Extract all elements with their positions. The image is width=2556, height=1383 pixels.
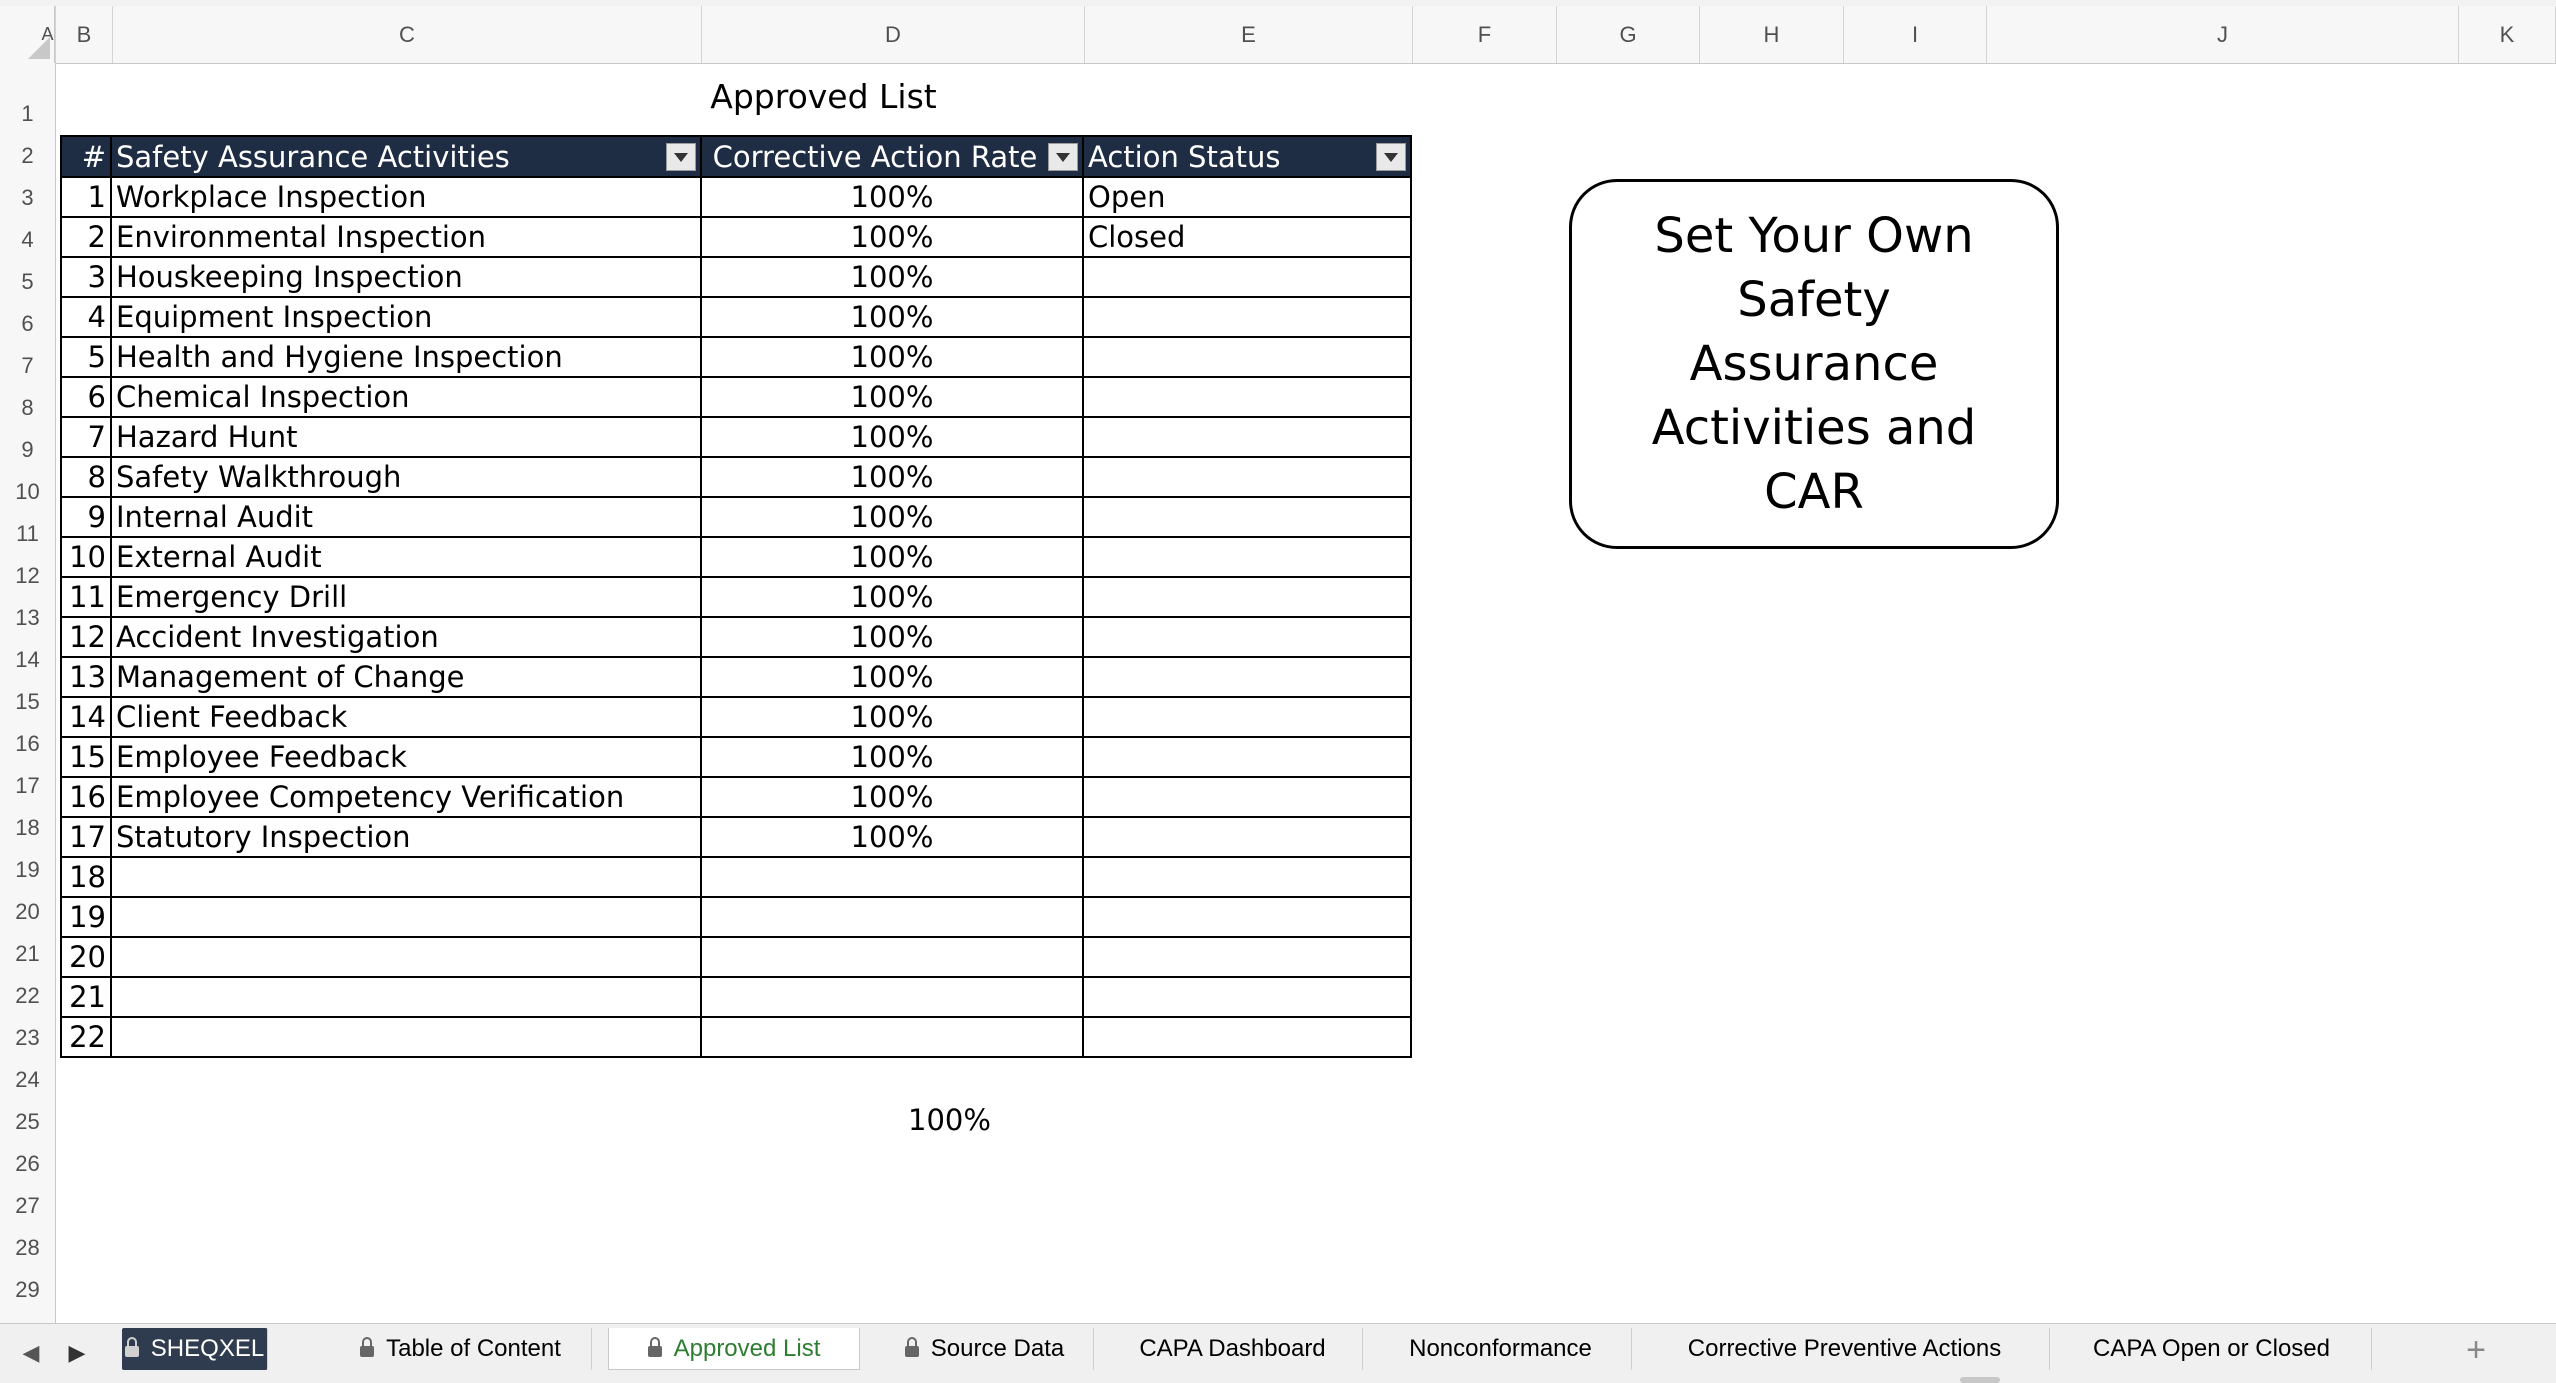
rate-cell[interactable]: 100%	[701, 337, 1083, 377]
row-number-cell[interactable]: 14	[61, 697, 111, 737]
callout-box	[1569, 179, 2059, 549]
row-header-3[interactable]: 3	[21, 185, 34, 210]
rate-cell[interactable]: 100%	[701, 257, 1083, 297]
status-cell[interactable]	[1083, 497, 1411, 537]
rate-cell[interactable]: 100%	[701, 497, 1083, 537]
lock-icon	[360, 1346, 374, 1357]
activity-cell[interactable]: Health and Hygiene Inspection	[111, 337, 701, 377]
status-cell[interactable]	[1083, 857, 1411, 897]
tab-corrective-preventive-actions[interactable]	[1640, 1328, 2050, 1370]
row-number-cell[interactable]: 11	[61, 577, 111, 617]
tab-label: Corrective Preventive Actions	[1687, 1335, 2002, 1362]
row-number-cell[interactable]: 13	[61, 657, 111, 697]
rate-cell[interactable]: 100%	[701, 657, 1083, 697]
table-row	[61, 697, 1411, 737]
status-cell[interactable]	[1083, 777, 1411, 817]
status-cell[interactable]	[1083, 1017, 1411, 1057]
table-row	[61, 177, 1411, 217]
status-cell[interactable]	[1083, 977, 1411, 1017]
activity-cell[interactable]: Employee Competency Verification	[111, 777, 701, 817]
filter-dropdown-icon[interactable]	[666, 143, 696, 171]
approved-list-table	[60, 135, 1412, 1058]
tab-label: CAPA Dashboard	[1139, 1335, 1326, 1362]
status-cell[interactable]	[1083, 617, 1411, 657]
table-row	[61, 377, 1411, 417]
table-row	[61, 497, 1411, 537]
tab-label: Source Data	[930, 1335, 1065, 1362]
activity-cell[interactable]: Management of Change	[111, 657, 701, 697]
table-row	[61, 217, 1411, 257]
row-header-28[interactable]: 28	[15, 1235, 40, 1260]
header-activity[interactable]	[111, 136, 701, 177]
status-cell[interactable]	[1083, 297, 1411, 337]
status-cell[interactable]	[1083, 457, 1411, 497]
row-number-cell[interactable]: 1	[61, 177, 111, 217]
row-number-cell[interactable]: 17	[61, 817, 111, 857]
row-header-1[interactable]: 1	[21, 101, 34, 126]
row-header-10[interactable]: 10	[15, 479, 40, 504]
activity-cell[interactable]: Emergency Drill	[111, 577, 701, 617]
activity-cell[interactable]	[111, 977, 701, 1017]
tab-label: Approved List	[673, 1335, 821, 1362]
tab-sheqxel[interactable]	[122, 1328, 268, 1370]
activity-cell[interactable]: Hazard Hunt	[111, 417, 701, 457]
row-number-cell[interactable]: 18	[61, 857, 111, 897]
table-row	[61, 777, 1411, 817]
activity-cell[interactable]	[111, 857, 701, 897]
filter-dropdown-icon[interactable]	[1376, 143, 1406, 171]
activity-cell[interactable]: Houskeeping Inspection	[111, 257, 701, 297]
column-header-a[interactable]: A	[0, 6, 56, 63]
column-header-h[interactable]: H	[1700, 6, 1844, 63]
column-header-i[interactable]: I	[1844, 6, 1987, 63]
lock-icon	[905, 1346, 919, 1357]
row-header-18[interactable]: 18	[15, 815, 40, 840]
row-number-cell[interactable]: 3	[61, 257, 111, 297]
row-header-24[interactable]: 24	[15, 1067, 40, 1092]
row-header-2[interactable]: 2	[21, 143, 34, 168]
rate-cell[interactable]	[701, 977, 1083, 1017]
horizontal-scrollbar[interactable]	[1960, 1377, 2000, 1383]
row-number-cell[interactable]: 2	[61, 217, 111, 257]
column-header-g[interactable]: G	[1557, 6, 1700, 63]
table-row	[61, 977, 1411, 1017]
tab-scroll-right-icon[interactable]: ▶	[68, 1340, 86, 1365]
activity-cell[interactable]	[111, 937, 701, 977]
row-number-cell[interactable]: 20	[61, 937, 111, 977]
table-row	[61, 577, 1411, 617]
table-row	[61, 417, 1411, 457]
tab-label: CAPA Open or Closed	[2092, 1335, 2330, 1362]
header-activity-label: Safety Assurance Activities	[116, 139, 510, 174]
row-number-cell[interactable]: 21	[61, 977, 111, 1017]
column-header-e[interactable]: E	[1085, 6, 1413, 63]
row-header-7[interactable]: 7	[21, 353, 34, 378]
table-row	[61, 457, 1411, 497]
status-cell[interactable]	[1083, 377, 1411, 417]
table-row	[61, 257, 1411, 297]
row-header-5[interactable]: 5	[21, 269, 34, 294]
rate-cell[interactable]	[701, 857, 1083, 897]
status-cell[interactable]: Closed	[1083, 217, 1411, 257]
rate-cell[interactable]	[701, 1017, 1083, 1057]
rate-cell[interactable]	[701, 937, 1083, 977]
row-number-cell[interactable]: 15	[61, 737, 111, 777]
header-status[interactable]	[1083, 136, 1411, 177]
status-cell[interactable]	[1083, 737, 1411, 777]
row-header-11[interactable]: 11	[16, 521, 39, 546]
worksheet-grid[interactable]	[56, 63, 2556, 1323]
row-header-26[interactable]: 26	[15, 1151, 40, 1176]
row-number-cell[interactable]: 19	[61, 897, 111, 937]
header-num-label: #	[81, 139, 106, 174]
status-cell[interactable]	[1083, 417, 1411, 457]
header-rate-label: Corrective Action Rate	[712, 139, 1038, 174]
tab-label: Nonconformance	[1409, 1335, 1592, 1362]
rate-cell[interactable]	[701, 897, 1083, 937]
row-number-cell[interactable]: 8	[61, 457, 111, 497]
total-rate: 100%	[908, 1103, 991, 1137]
status-cell[interactable]	[1083, 937, 1411, 977]
lock-icon	[125, 1346, 139, 1357]
status-cell[interactable]	[1083, 897, 1411, 937]
status-cell[interactable]	[1083, 257, 1411, 297]
row-header-23[interactable]: 23	[15, 1025, 40, 1050]
row-header-15[interactable]: 15	[15, 689, 40, 714]
activity-cell[interactable]	[111, 1017, 701, 1057]
row-header-14[interactable]: 14	[15, 647, 40, 672]
status-cell[interactable]	[1083, 337, 1411, 377]
row-number-cell[interactable]: 5	[61, 337, 111, 377]
tab-source-data[interactable]	[876, 1328, 1094, 1370]
column-header-bar	[0, 6, 2556, 64]
row-header-6[interactable]: 6	[21, 311, 34, 336]
activity-cell[interactable]: Internal Audit	[111, 497, 701, 537]
rate-cell[interactable]: 100%	[701, 777, 1083, 817]
table-row	[61, 537, 1411, 577]
table-row	[61, 297, 1411, 337]
table-row	[61, 857, 1411, 897]
rate-cell[interactable]: 100%	[701, 297, 1083, 337]
sheet-title: Approved List	[710, 77, 937, 116]
table-row	[61, 657, 1411, 697]
status-cell[interactable]	[1083, 537, 1411, 577]
row-header-19[interactable]: 19	[15, 857, 40, 882]
filter-dropdown-icon[interactable]	[1048, 143, 1078, 171]
tab-table-of-content[interactable]	[330, 1328, 592, 1370]
rate-cell[interactable]: 100%	[701, 697, 1083, 737]
activity-cell[interactable]: Environmental Inspection	[111, 217, 701, 257]
column-header-j[interactable]: J	[1987, 6, 2459, 63]
table-row	[61, 617, 1411, 657]
row-header-12[interactable]: 12	[15, 563, 40, 588]
row-number-cell[interactable]: 6	[61, 377, 111, 417]
row-header-21[interactable]: 21	[15, 941, 40, 966]
row-header-16[interactable]: 16	[15, 731, 40, 756]
table-row	[61, 337, 1411, 377]
activity-cell[interactable]: Safety Walkthrough	[111, 457, 701, 497]
column-header-f[interactable]: F	[1413, 6, 1557, 63]
tab-label: SHEQXEL	[150, 1335, 265, 1362]
table-row	[61, 817, 1411, 857]
rate-cell[interactable]: 100%	[701, 217, 1083, 257]
sheet-tab-bar	[0, 1323, 2556, 1383]
row-number-cell[interactable]: 9	[61, 497, 111, 537]
table-row	[61, 937, 1411, 977]
rate-cell[interactable]: 100%	[701, 457, 1083, 497]
column-header-k[interactable]: K	[2459, 6, 2556, 63]
activity-cell[interactable]: Chemical Inspection	[111, 377, 701, 417]
status-cell[interactable]: Open	[1083, 177, 1411, 217]
row-number-cell[interactable]: 22	[61, 1017, 111, 1057]
row-header-8[interactable]: 8	[21, 395, 34, 420]
activity-cell[interactable]: Employee Feedback	[111, 737, 701, 777]
tab-label: Table of Content	[386, 1335, 561, 1362]
rate-cell[interactable]: 100%	[701, 377, 1083, 417]
row-header-29[interactable]: 29	[15, 1277, 40, 1302]
tab-approved-list[interactable]	[608, 1328, 860, 1370]
row-header-17[interactable]: 17	[15, 773, 40, 798]
activity-cell[interactable]: Workplace Inspection	[111, 177, 701, 217]
column-header-c[interactable]: C	[113, 6, 702, 63]
rate-cell[interactable]: 100%	[701, 577, 1083, 617]
activity-cell[interactable]: External Audit	[111, 537, 701, 577]
row-header-bar	[0, 63, 56, 1323]
row-number-cell[interactable]: 7	[61, 417, 111, 457]
row-header-22[interactable]: 22	[15, 983, 40, 1008]
tab-nonconformance[interactable]	[1370, 1328, 1632, 1370]
activity-cell[interactable]: Client Feedback	[111, 697, 701, 737]
table-row	[61, 1017, 1411, 1057]
table-row	[61, 897, 1411, 937]
rate-cell[interactable]: 100%	[701, 817, 1083, 857]
tab-capa-open-or-closed[interactable]	[2052, 1328, 2372, 1370]
add-sheet-button[interactable]: +	[2466, 1331, 2486, 1369]
lock-icon	[648, 1346, 662, 1357]
row-header-20[interactable]: 20	[15, 899, 40, 924]
status-cell[interactable]	[1083, 577, 1411, 617]
rate-cell[interactable]: 100%	[701, 737, 1083, 777]
activity-cell[interactable]: Statutory Inspection	[111, 817, 701, 857]
tab-scroll-left-icon[interactable]: ◀	[22, 1340, 40, 1365]
column-header-b[interactable]: B	[56, 6, 113, 63]
header-rate[interactable]	[701, 136, 1083, 177]
column-header-d[interactable]: D	[702, 6, 1085, 63]
row-header-25[interactable]: 25	[15, 1109, 40, 1134]
activity-cell[interactable]	[111, 897, 701, 937]
rate-cell[interactable]: 100%	[701, 617, 1083, 657]
status-cell[interactable]	[1083, 657, 1411, 697]
row-header-9[interactable]: 9	[21, 437, 34, 462]
table-header-row	[61, 136, 1411, 177]
callout-text: Set Your Own Safety Assurance Activities and CAR	[1651, 208, 1977, 520]
tab-capa-dashboard[interactable]	[1103, 1328, 1363, 1370]
activity-cell[interactable]: Equipment Inspection	[111, 297, 701, 337]
row-header-27[interactable]: 27	[15, 1193, 40, 1218]
rate-cell[interactable]: 100%	[701, 537, 1083, 577]
rate-cell[interactable]: 100%	[701, 177, 1083, 217]
header-num	[61, 136, 111, 177]
row-header-4[interactable]: 4	[21, 227, 34, 252]
row-number-cell[interactable]: 10	[61, 537, 111, 577]
row-number-cell[interactable]: 16	[61, 777, 111, 817]
row-number-cell[interactable]: 12	[61, 617, 111, 657]
status-cell[interactable]	[1083, 817, 1411, 857]
status-cell[interactable]	[1083, 697, 1411, 737]
row-number-cell[interactable]: 4	[61, 297, 111, 337]
row-header-13[interactable]: 13	[15, 605, 40, 630]
activity-cell[interactable]: Accident Investigation	[111, 617, 701, 657]
rate-cell[interactable]: 100%	[701, 417, 1083, 457]
header-status-label: Action Status	[1088, 139, 1281, 174]
table-row	[61, 737, 1411, 777]
